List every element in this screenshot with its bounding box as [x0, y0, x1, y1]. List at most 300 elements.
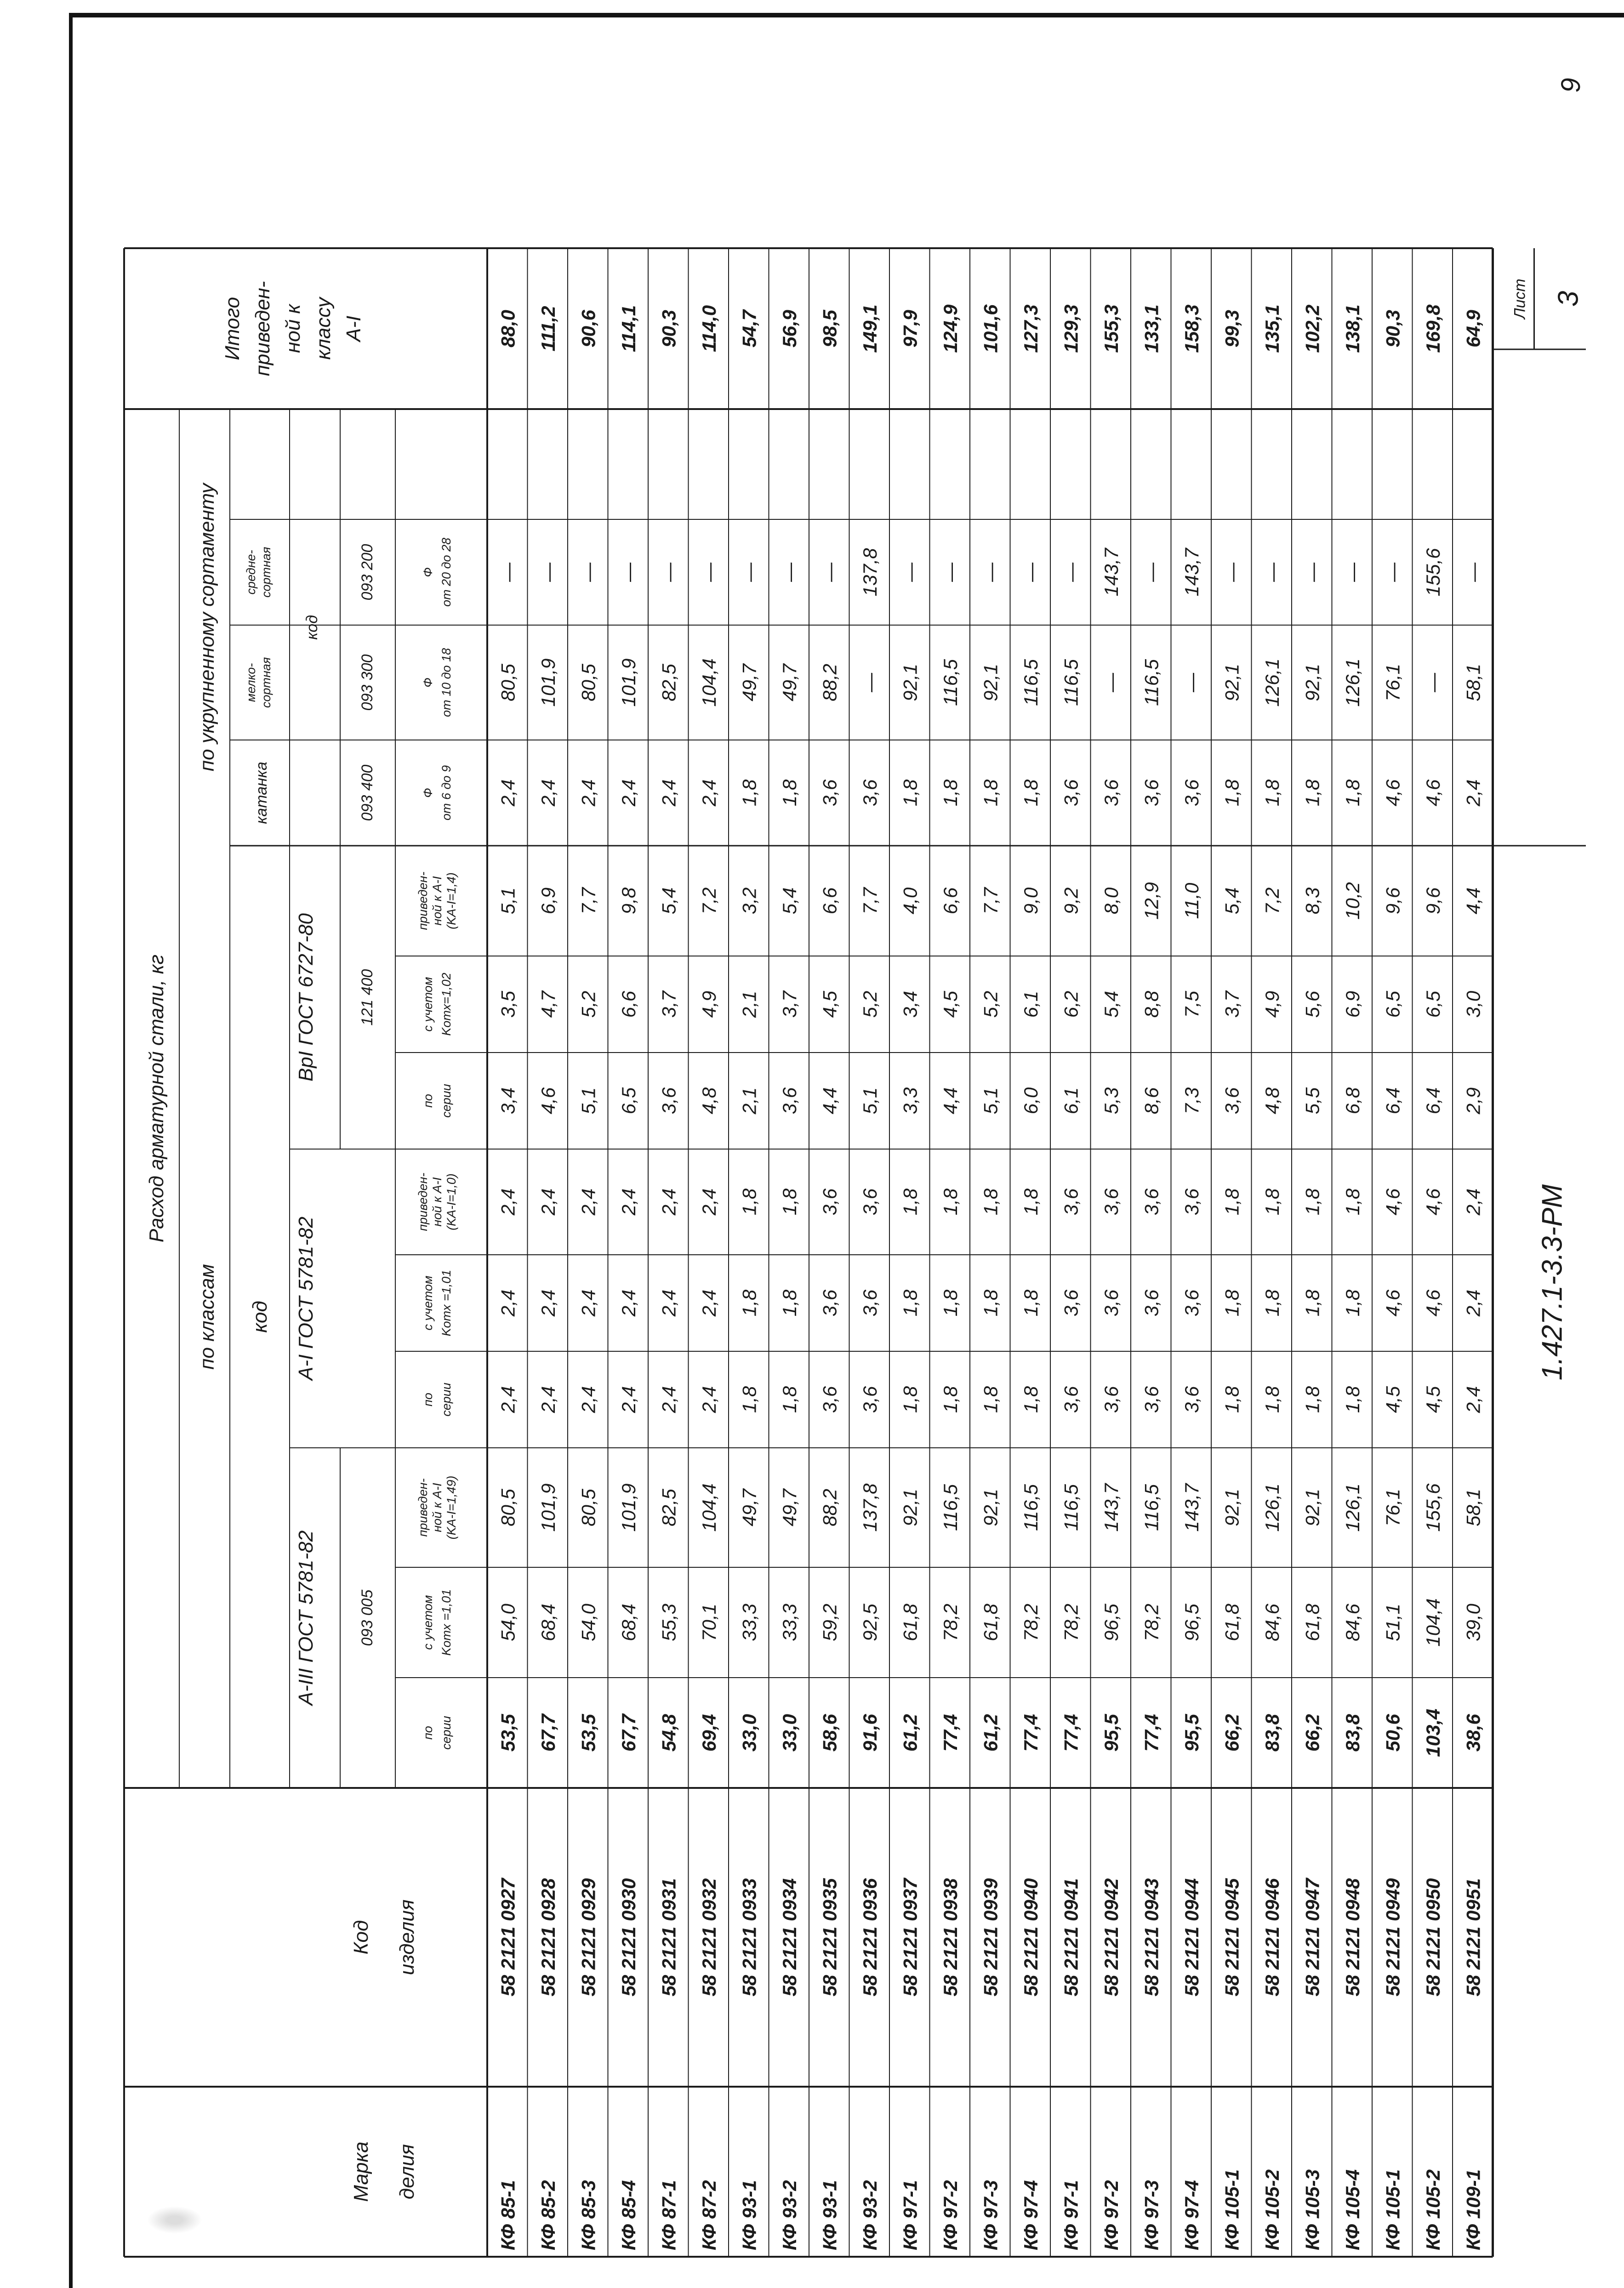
row-bp_priv: 6,9: [537, 887, 559, 915]
row-d093200: —: [1342, 563, 1363, 582]
row-bp_priv: 8,3: [1301, 887, 1323, 915]
row-aiii_kotx: 78,2: [1060, 1604, 1082, 1641]
header-subcol-text: с учетом: [421, 977, 435, 1032]
rotated-table-sheet: [74, 55, 1586, 2271]
row-ai_priv: 2,4: [658, 1188, 680, 1216]
header-subcol-text: приведен-: [416, 1478, 430, 1537]
row-ai_kotx: 1,8: [940, 1289, 961, 1317]
row-bp_kotx: 4,5: [940, 990, 961, 1018]
footer-list-label: Лист: [1511, 279, 1529, 319]
row-aiii_kotx: 54,0: [497, 1604, 519, 1641]
row-aiii_priv: 92,1: [980, 1489, 1002, 1526]
row-kod: 58 2121 0939: [980, 1878, 1002, 1997]
header-code-093005: 093 005: [359, 1589, 376, 1646]
header-katanka: катанка: [253, 762, 270, 824]
row-ai_priv: 1,8: [899, 1188, 921, 1216]
row-aiii_priv: 82,5: [658, 1489, 680, 1526]
row-ai_serii: 3,6: [859, 1386, 881, 1413]
row-aiii_serii: 77,4: [1060, 1714, 1082, 1752]
row-d093300: —: [1181, 673, 1202, 692]
row-bp_priv: 9,0: [1020, 887, 1042, 915]
row-d093300: 88,2: [819, 664, 841, 701]
header-subcol-text: по: [421, 1726, 435, 1740]
row-bp_serii: 4,6: [537, 1087, 559, 1115]
row-bp_kotx: 6,5: [1382, 990, 1404, 1018]
row-kod: 58 2121 0942: [1100, 1878, 1122, 1997]
frame-top-border: [69, 13, 1624, 17]
row-kod: 58 2121 0946: [1261, 1878, 1283, 1997]
header-subcol-text: приведен-: [416, 871, 430, 930]
row-ai_priv: 3,6: [1140, 1188, 1162, 1216]
row-ai_priv: 1,8: [1301, 1188, 1323, 1216]
row-ai_kotx: 1,8: [899, 1289, 921, 1317]
row-ai_serii: 2,4: [537, 1386, 559, 1413]
header-group-bpi: ВрI ГОСТ 6727-80: [295, 913, 317, 1081]
row-ai_serii: 4,5: [1422, 1386, 1444, 1413]
frame-left-border: [69, 13, 73, 2288]
row-d093400: 2,4: [658, 779, 680, 807]
row-itogo: 114,0: [698, 305, 720, 352]
row-bp_serii: 6,4: [1422, 1087, 1444, 1115]
row-ai_serii: 1,8: [1020, 1386, 1042, 1413]
row-d093300: 126,1: [1261, 658, 1283, 707]
row-ai_kotx: 3,6: [1140, 1289, 1162, 1317]
row-aiii_serii: 95,5: [1181, 1714, 1202, 1752]
row-bp_serii: 6,0: [1020, 1087, 1042, 1115]
header-subcol-text: с учетом: [421, 1275, 435, 1331]
row-d093300: 92,1: [1221, 664, 1243, 701]
row-aiii_serii: 83,8: [1261, 1714, 1283, 1752]
row-ai_kotx: 3,6: [1060, 1289, 1082, 1317]
header-subcol-text: (KA-I=1,0): [444, 1173, 458, 1230]
row-d093300: 49,7: [779, 664, 800, 701]
row-aiii_kotx: 96,5: [1100, 1604, 1122, 1641]
header-sredne-2: сортная: [259, 546, 273, 598]
row-ai_serii: 3,6: [1100, 1386, 1122, 1413]
row-kod: 58 2121 0941: [1060, 1878, 1082, 1997]
row-d093200: —: [779, 563, 800, 582]
row-aiii_kotx: 68,4: [537, 1604, 559, 1641]
row-ai_priv: 1,8: [738, 1188, 760, 1216]
row-aiii_priv: 80,5: [577, 1489, 599, 1526]
row-d093400: 1,8: [1221, 779, 1243, 807]
row-d093400: 4,6: [1382, 779, 1404, 807]
row-aiii_kotx: 61,8: [1221, 1604, 1243, 1641]
header-kod-izdelia: изделия: [396, 1899, 418, 1975]
row-kod: 58 2121 0951: [1462, 1878, 1484, 1997]
row-d093200: —: [940, 563, 961, 582]
row-d093200: —: [618, 563, 639, 582]
header-marka: Марка: [350, 2141, 372, 2202]
row-d093300: 104,4: [698, 658, 720, 707]
row-bp_serii: 3,6: [1221, 1087, 1243, 1115]
row-ai_priv: 2,4: [1462, 1188, 1484, 1216]
row-ai_priv: 3,6: [1100, 1188, 1122, 1216]
row-itogo: 127,3: [1020, 304, 1042, 353]
row-itogo: 111,2: [537, 306, 559, 352]
row-bp_kotx: 3,7: [1221, 990, 1243, 1018]
row-bp_serii: 5,3: [1100, 1087, 1122, 1115]
row-d093300: 116,5: [1020, 659, 1042, 706]
row-bp_serii: 5,1: [577, 1087, 599, 1115]
header-subcol-text: от 6 до 9: [439, 765, 453, 820]
row-marka: КФ 97-3: [980, 2180, 1002, 2250]
row-bp_priv: 6,6: [940, 887, 961, 915]
header-subcol-text: по: [421, 1393, 435, 1406]
row-marka: КФ 109-1: [1462, 2169, 1484, 2250]
row-d093400: 3,6: [1181, 779, 1202, 807]
row-ai_kotx: 3,6: [1181, 1289, 1202, 1317]
row-kod: 58 2121 0940: [1020, 1878, 1042, 1997]
header-kod: Код: [350, 1920, 372, 1955]
row-aiii_serii: 53,5: [577, 1714, 599, 1752]
row-d093400: 1,8: [980, 779, 1002, 807]
row-itogo: 90,6: [577, 310, 599, 347]
row-ai_serii: 1,8: [940, 1386, 961, 1413]
footer-doc-code: 1.427.1-3.3-РМ: [1536, 1184, 1568, 1381]
header-melko-2: сортная: [259, 657, 273, 708]
row-aiii_serii: 91,6: [859, 1714, 881, 1752]
header-group-ai: А-I ГОСТ 5781-82: [295, 1216, 317, 1381]
row-itogo: 90,3: [658, 310, 680, 347]
header-subcol-text: ной к А-I: [430, 1177, 444, 1227]
row-d093400: 3,6: [1140, 779, 1162, 807]
row-bp_kotx: 3,4: [899, 990, 921, 1018]
row-ai_kotx: 3,6: [819, 1289, 841, 1317]
row-d093400: 3,6: [1060, 779, 1082, 807]
row-d093400: 3,6: [819, 779, 841, 807]
row-ai_kotx: 2,4: [537, 1289, 559, 1317]
row-marka: КФ 97-1: [1060, 2180, 1082, 2250]
row-kod: 58 2121 0943: [1140, 1878, 1162, 1997]
row-marka: КФ 105-4: [1342, 2169, 1363, 2250]
row-bp_priv: 11,0: [1181, 882, 1202, 919]
row-ai_kotx: 1,8: [1301, 1289, 1323, 1317]
row-bp_priv: 12,9: [1140, 882, 1162, 920]
row-bp_priv: 9,6: [1382, 887, 1404, 915]
row-aiii_kotx: 59,2: [819, 1604, 841, 1641]
row-aiii_kotx: 78,2: [940, 1604, 961, 1641]
header-itogo-line: приведен-: [251, 281, 274, 376]
row-marka: КФ 97-1: [899, 2180, 921, 2250]
row-aiii_serii: 61,2: [980, 1714, 1002, 1752]
page-number: 6: [1555, 77, 1585, 92]
row-d093400: 2,4: [618, 779, 639, 807]
row-d093300: 116,5: [1060, 659, 1082, 706]
row-ai_kotx: 1,8: [1221, 1289, 1243, 1317]
row-ai_serii: 2,4: [577, 1386, 599, 1413]
row-bp_priv: 4,0: [899, 887, 921, 915]
row-ai_priv: 1,8: [980, 1188, 1002, 1216]
row-ai_serii: 4,5: [1382, 1386, 1404, 1413]
row-ai_kotx: 1,8: [1020, 1289, 1042, 1317]
row-ai_serii: 3,6: [1140, 1386, 1162, 1413]
row-bp_serii: 3,4: [497, 1087, 519, 1115]
row-d093400: 2,4: [1462, 779, 1484, 807]
row-bp_kotx: 3,7: [779, 990, 800, 1018]
row-ai_kotx: 2,4: [497, 1289, 519, 1317]
row-bp_serii: 6,4: [1382, 1087, 1404, 1115]
row-d093400: 1,8: [1301, 779, 1323, 807]
row-marka: КФ 105-1: [1382, 2169, 1404, 2250]
row-itogo: 135,1: [1261, 304, 1283, 353]
row-itogo: 155,3: [1100, 304, 1122, 353]
row-bp_kotx: 4,5: [819, 990, 841, 1018]
row-aiii_serii: 67,7: [618, 1714, 639, 1752]
row-d093300: 80,5: [497, 664, 519, 701]
header-kod-label: код: [249, 1301, 271, 1333]
row-marka: КФ 85-3: [577, 2180, 599, 2250]
row-kod: 58 2121 0930: [618, 1878, 639, 1997]
row-ai_serii: 1,8: [738, 1386, 760, 1413]
row-aiii_kotx: 70,1: [698, 1604, 720, 1641]
row-aiii_serii: 53,5: [497, 1714, 519, 1752]
row-aiii_kotx: 96,5: [1181, 1604, 1202, 1641]
row-ai_serii: 2,4: [658, 1386, 680, 1413]
header-subcol-text: приведен-: [416, 1172, 430, 1231]
row-bp_kotx: 6,6: [618, 990, 639, 1018]
row-aiii_serii: 38,6: [1462, 1714, 1484, 1752]
row-aiii_kotx: 92,5: [859, 1604, 881, 1641]
header-subcol-text: серии: [439, 1084, 453, 1118]
row-bp_priv: 5,4: [1221, 887, 1243, 915]
row-ai_priv: 1,8: [1221, 1188, 1243, 1216]
row-ai_priv: 3,6: [819, 1188, 841, 1216]
row-d093200: —: [819, 563, 841, 582]
row-bp_kotx: 3,0: [1462, 990, 1484, 1018]
row-bp_kotx: 6,5: [1422, 990, 1444, 1018]
row-d093400: 3,6: [859, 779, 881, 807]
row-d093400: 2,4: [698, 779, 720, 807]
row-bp_serii: 5,5: [1301, 1087, 1323, 1115]
row-aiii_kotx: 84,6: [1261, 1604, 1283, 1641]
row-kod: 58 2121 0937: [899, 1878, 921, 1997]
row-ai_serii: 1,8: [1221, 1386, 1243, 1413]
row-bp_serii: 8,6: [1140, 1087, 1162, 1115]
row-d093300: 82,5: [658, 664, 680, 701]
header-subcol-text: серии: [439, 1716, 453, 1750]
row-d093300: —: [859, 673, 881, 692]
row-ai_serii: 2,4: [1462, 1386, 1484, 1413]
row-ai_priv: 4,6: [1422, 1188, 1444, 1216]
row-bp_priv: 5,4: [658, 887, 680, 915]
row-aiii_serii: 54,8: [658, 1714, 680, 1752]
row-d093400: 4,6: [1422, 779, 1444, 807]
row-aiii_serii: 33,0: [779, 1714, 800, 1752]
row-d093300: 92,1: [1301, 664, 1323, 701]
header-rashod-title: Расход арматурной стали, кг: [145, 954, 168, 1243]
header-kod-small: код: [303, 615, 321, 640]
row-aiii_serii: 83,8: [1342, 1714, 1363, 1752]
header-subcol-text: Ф: [421, 788, 435, 798]
row-kod: 58 2121 0945: [1221, 1878, 1243, 1997]
row-kod: 58 2121 0933: [738, 1878, 760, 1997]
row-bp_kotx: 7,5: [1181, 990, 1202, 1018]
row-aiii_serii: 77,4: [1020, 1714, 1042, 1752]
row-aiii_priv: 92,1: [1221, 1489, 1243, 1526]
row-bp_priv: 9,6: [1422, 887, 1444, 915]
row-d093200: —: [1382, 563, 1404, 582]
row-itogo: 102,2: [1301, 304, 1323, 353]
row-d093200: —: [658, 563, 680, 582]
row-ai_kotx: 2,4: [658, 1289, 680, 1317]
header-subcol-text: по: [421, 1094, 435, 1108]
row-aiii_serii: 103,4: [1422, 1708, 1444, 1757]
row-bp_priv: 9,8: [618, 887, 639, 915]
row-d093200: —: [980, 563, 1002, 582]
row-bp_priv: 6,6: [819, 887, 841, 915]
header-subcol-text: (KA-I=1,49): [444, 1475, 458, 1540]
row-itogo: 90,3: [1382, 310, 1404, 347]
header-subcol-text: с учетом: [421, 1595, 435, 1650]
row-marka: КФ 85-2: [537, 2180, 559, 2250]
row-bp_kotx: 5,2: [980, 990, 1002, 1018]
header-po-ukrup: по укрупненному сортаменту: [196, 483, 218, 772]
row-ai_priv: 2,4: [618, 1188, 639, 1216]
row-d093200: 143,7: [1100, 548, 1122, 597]
header-code-093300: 093 300: [359, 654, 376, 711]
row-d093400: 2,4: [577, 779, 599, 807]
row-ai_priv: 4,6: [1382, 1188, 1404, 1216]
row-aiii_kotx: 39,0: [1462, 1604, 1484, 1641]
row-ai_kotx: 4,6: [1382, 1289, 1404, 1317]
row-ai_priv: 1,8: [1020, 1188, 1042, 1216]
row-aiii_serii: 50,6: [1382, 1714, 1404, 1752]
row-marka: КФ 105-3: [1301, 2169, 1323, 2250]
row-aiii_serii: 58,6: [819, 1714, 841, 1752]
row-ai_priv: 3,6: [1181, 1188, 1202, 1216]
header-subcol-text: Kотх =1,01: [439, 1589, 453, 1656]
header-subcol-text: ной к А-I: [430, 1483, 444, 1532]
row-ai_priv: 2,4: [537, 1188, 559, 1216]
row-itogo: 124,9: [940, 304, 961, 353]
row-d093200: 155,6: [1422, 548, 1444, 597]
row-marka: КФ 97-4: [1020, 2180, 1042, 2250]
row-bp_kotx: 6,2: [1060, 990, 1082, 1018]
row-itogo: 56,9: [779, 310, 800, 347]
row-bp_kotx: 4,9: [698, 990, 720, 1018]
row-bp_serii: 4,4: [819, 1087, 841, 1115]
row-aiii_kotx: 104,4: [1422, 1598, 1444, 1647]
row-aiii_priv: 116,5: [1060, 1484, 1082, 1531]
row-ai_serii: 1,8: [1301, 1386, 1323, 1413]
row-aiii_serii: 69,4: [698, 1714, 720, 1752]
row-marka: КФ 85-1: [497, 2180, 519, 2250]
row-kod: 58 2121 0931: [658, 1878, 680, 1997]
row-kod: 58 2121 0929: [577, 1878, 599, 1997]
row-itogo: 98,5: [819, 310, 841, 347]
row-aiii_priv: 92,1: [899, 1489, 921, 1526]
row-bp_serii: 4,8: [698, 1087, 720, 1115]
row-bp_kotx: 2,1: [738, 990, 760, 1018]
row-bp_serii: 6,1: [1060, 1087, 1082, 1115]
row-ai_serii: 3,6: [1060, 1386, 1082, 1413]
row-ai_kotx: 3,6: [859, 1289, 881, 1317]
row-aiii_kotx: 51,1: [1382, 1604, 1404, 1641]
row-d093200: —: [1060, 563, 1082, 582]
row-d093300: 58,1: [1462, 664, 1484, 701]
row-aiii_kotx: 61,8: [980, 1604, 1002, 1641]
row-bp_priv: 5,1: [497, 887, 519, 915]
row-aiii_kotx: 33,3: [779, 1604, 800, 1641]
row-kod: 58 2121 0934: [779, 1878, 800, 1997]
row-d093300: 116,5: [940, 659, 961, 706]
row-ai_kotx: 1,8: [779, 1289, 800, 1317]
row-marka: КФ 97-2: [940, 2180, 961, 2250]
row-ai_kotx: 2,4: [698, 1289, 720, 1317]
header-melko-1: мелко-: [244, 663, 258, 702]
header-group-aiii: А-III ГОСТ 5781-82: [295, 1530, 317, 1706]
row-ai_serii: 1,8: [980, 1386, 1002, 1413]
row-aiii_serii: 67,7: [537, 1714, 559, 1752]
row-marka: КФ 93-1: [738, 2180, 760, 2250]
row-bp_priv: 7,7: [980, 887, 1002, 915]
row-ai_serii: 2,4: [618, 1386, 639, 1413]
row-itogo: 133,1: [1140, 304, 1162, 353]
row-aiii_priv: 126,1: [1342, 1483, 1363, 1532]
row-ai_priv: 3,6: [859, 1188, 881, 1216]
row-kod: 58 2121 0944: [1181, 1878, 1202, 1997]
row-aiii_priv: 49,7: [779, 1489, 800, 1526]
row-kod: 58 2121 0948: [1342, 1878, 1363, 1997]
row-aiii_kotx: 61,8: [899, 1604, 921, 1641]
row-d093200: —: [899, 563, 921, 582]
row-ai_kotx: 3,6: [1100, 1289, 1122, 1317]
row-marka: КФ 85-4: [618, 2180, 639, 2250]
row-itogo: 138,1: [1342, 304, 1363, 353]
row-aiii_priv: 92,1: [1301, 1489, 1323, 1526]
header-itogo-line: классу: [312, 297, 335, 360]
row-aiii_priv: 116,5: [1020, 1484, 1042, 1531]
header-subcol-text: от 20 до 28: [439, 537, 453, 607]
row-d093300: 116,5: [1140, 659, 1162, 706]
header-subcol-text: (KA-I=1,4): [444, 872, 458, 929]
row-bp_priv: 7,2: [1261, 887, 1283, 915]
row-d093200: —: [1221, 563, 1243, 582]
header-subcol-text: серии: [439, 1383, 453, 1417]
row-d093200: —: [1140, 563, 1162, 582]
row-kod: 58 2121 0936: [859, 1878, 881, 1997]
row-itogo: 88,0: [497, 310, 519, 347]
row-aiii_priv: 137,8: [859, 1483, 881, 1532]
row-d093300: 101,9: [537, 658, 559, 707]
row-itogo: 129,3: [1060, 304, 1082, 353]
row-ai_serii: 1,8: [1261, 1386, 1283, 1413]
row-d093300: 92,1: [899, 664, 921, 701]
row-aiii_kotx: 33,3: [738, 1604, 760, 1641]
row-bp_kotx: 6,1: [1020, 990, 1042, 1018]
row-d093300: —: [1100, 673, 1122, 692]
row-d093400: 1,8: [738, 779, 760, 807]
row-aiii_serii: 33,0: [738, 1714, 760, 1752]
row-d093400: 2,4: [537, 779, 559, 807]
row-bp_kotx: 3,5: [497, 990, 519, 1018]
row-d093300: 49,7: [738, 664, 760, 701]
row-d093300: 92,1: [980, 664, 1002, 701]
footer-list-num: 3: [1552, 290, 1584, 307]
row-ai_serii: 1,8: [779, 1386, 800, 1413]
row-bp_kotx: 4,7: [537, 990, 559, 1018]
row-kod: 58 2121 0935: [819, 1878, 841, 1997]
row-aiii_priv: 116,5: [1140, 1484, 1162, 1531]
header-itogo-line: ной к: [282, 304, 304, 353]
row-ai_kotx: 1,8: [738, 1289, 760, 1317]
row-d093300: —: [1422, 673, 1444, 692]
row-aiii_kotx: 84,6: [1342, 1604, 1363, 1641]
row-bp_kotx: 6,9: [1342, 990, 1363, 1018]
header-subcol-text: Ф: [421, 677, 435, 688]
row-bp_priv: 8,0: [1100, 887, 1122, 915]
